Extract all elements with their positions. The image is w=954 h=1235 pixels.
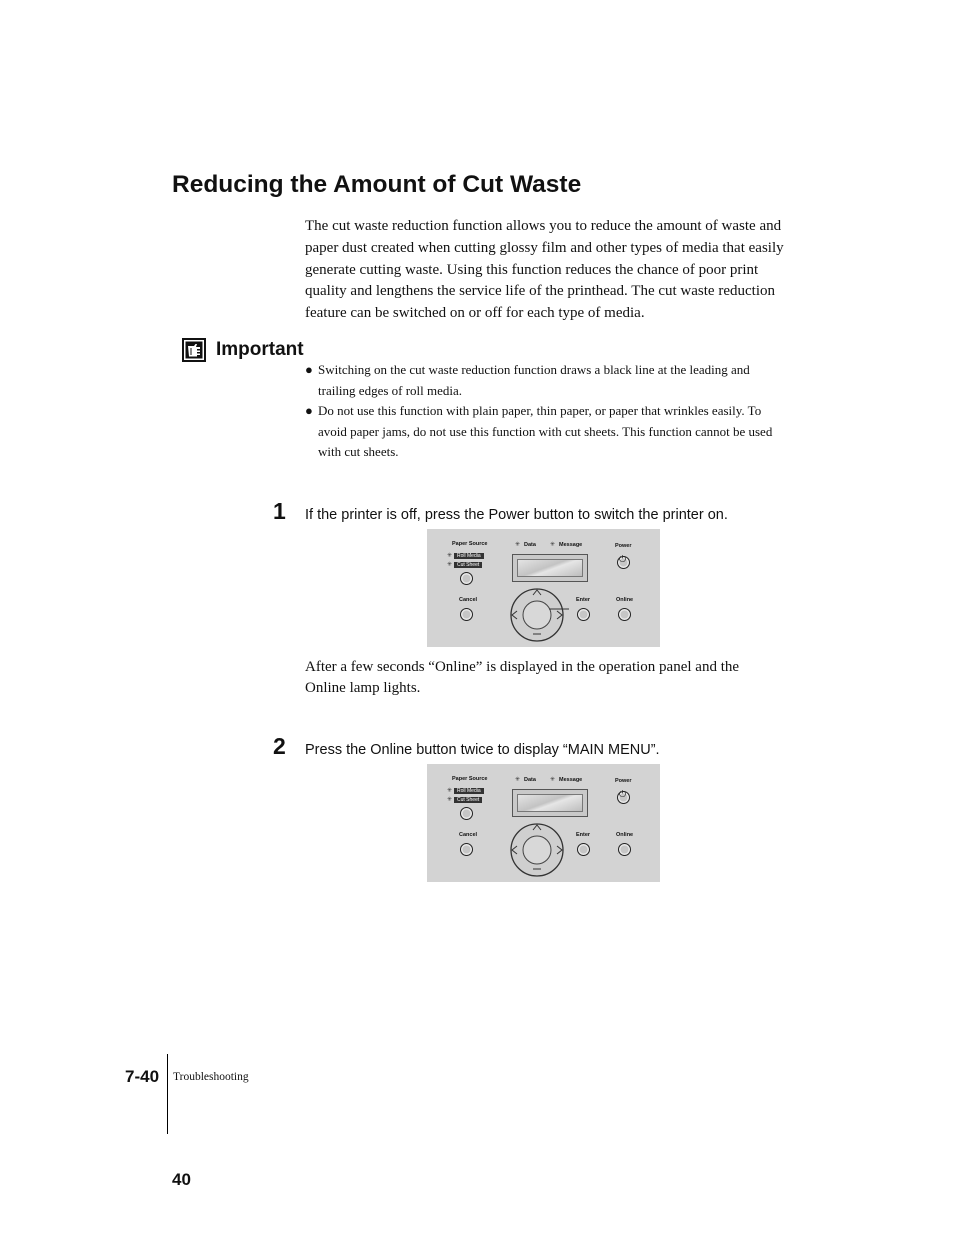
pointing-hand-note-icon xyxy=(182,338,206,362)
page-number: 40 xyxy=(172,1170,191,1189)
section-page-label: 7-40 xyxy=(125,1067,160,1086)
important-item-text: Switching on the cut waste reduction function draws a black line at the leading and trailing edges of roll media. xyxy=(318,362,750,398)
paper-source-label: Paper Source xyxy=(452,776,488,782)
paper-source-label: Paper Source xyxy=(452,541,488,547)
bullet-icon: ● xyxy=(305,362,313,377)
important-label: Important xyxy=(216,339,304,360)
online-label: Online xyxy=(616,832,634,838)
message-label: Message xyxy=(559,542,583,548)
cut-sheet-label: Cut Sheet xyxy=(454,797,482,803)
arrow-keypad-icon xyxy=(509,822,569,878)
enter-label: Enter xyxy=(576,832,591,838)
step-number: 2 xyxy=(273,733,286,759)
paper-source-button xyxy=(460,807,473,820)
step-number: 1 xyxy=(273,498,286,524)
result-paragraph: After a few seconds “Online” is displayed in the operation panel and the Online lamp lights. xyxy=(305,659,740,696)
data-label: Data xyxy=(524,777,536,783)
cut-sheet-label: Cut Sheet xyxy=(454,562,482,568)
power-label: Power xyxy=(615,778,632,784)
lamp-icon: ✳ xyxy=(550,777,556,783)
arrow-keypad-icon xyxy=(509,587,569,643)
lamp-icon: ✳ xyxy=(515,777,521,783)
display-window xyxy=(512,789,588,817)
bullet-icon: ● xyxy=(305,403,313,418)
enter-button xyxy=(577,843,590,856)
cancel-button xyxy=(460,608,473,621)
online-button xyxy=(618,843,631,856)
lamp-icon: ✳ xyxy=(515,542,521,548)
power-button xyxy=(617,556,630,569)
cancel-label: Cancel xyxy=(459,597,478,603)
footer-section-name: Troubleshooting xyxy=(173,1071,249,1083)
page-title: Reducing the Amount of Cut Waste xyxy=(172,171,582,198)
operation-panel-image xyxy=(427,529,660,647)
important-item-text: Do not use this function with plain paper, thin paper, or paper that wrinkles easily. To avoid paper jams, do not use this function with cut sheets. This function cannot be used with cut sheets. xyxy=(318,403,773,459)
intro-paragraph: The cut waste reduction function allows you to reduce the amount of waste and paper dust created when cutting glossy film and other types of media that easily generate cutting waste. Using this function reduces the chance of poor print quality and lengthens the service life of the printhead. The cut waste reduction feature can be switched on or off for each type of media. xyxy=(305,218,784,322)
lamp-icon: ✳ xyxy=(447,788,453,794)
lamp-icon: ✳ xyxy=(447,797,453,803)
paper-source-button xyxy=(460,572,473,585)
cancel-button xyxy=(460,843,473,856)
power-icon: ⏻ xyxy=(619,555,627,565)
operation-panel-image xyxy=(427,764,660,882)
list-item xyxy=(305,401,785,463)
data-label: Data xyxy=(524,542,536,548)
online-label: Online xyxy=(616,597,634,603)
enter-label: Enter xyxy=(576,597,591,603)
power-button xyxy=(617,791,630,804)
important-list xyxy=(305,360,785,463)
power-icon: ⏻ xyxy=(619,790,627,800)
roll-media-label: Roll Media xyxy=(454,788,484,794)
enter-button xyxy=(577,608,590,621)
roll-media-label: Roll Media xyxy=(454,553,484,559)
lamp-icon: ✳ xyxy=(447,553,453,559)
power-label: Power xyxy=(615,543,632,549)
message-label: Message xyxy=(559,777,583,783)
step-text: Press the Online button twice to display “MAIN MENU”. xyxy=(305,742,660,758)
lamp-icon: ✳ xyxy=(550,542,556,548)
list-item xyxy=(305,360,785,401)
step-text: If the printer is off, press the Power button to switch the printer on. xyxy=(305,507,728,523)
online-button xyxy=(618,608,631,621)
display-window xyxy=(512,554,588,582)
lamp-icon: ✳ xyxy=(447,562,453,568)
cancel-label: Cancel xyxy=(459,832,478,838)
footer-divider xyxy=(167,1054,168,1134)
